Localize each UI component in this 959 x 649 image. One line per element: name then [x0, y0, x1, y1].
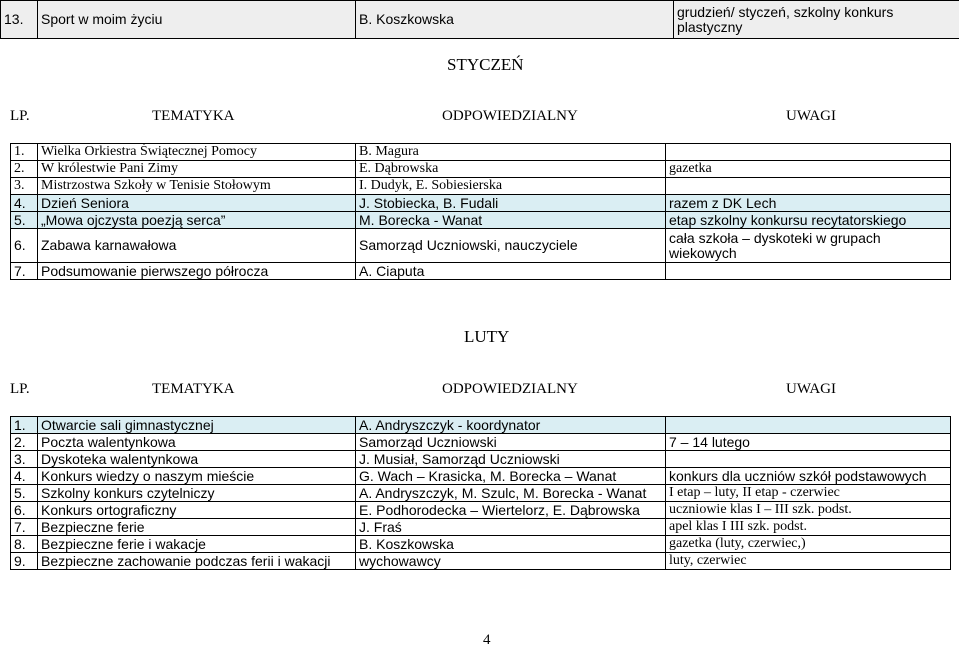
table-row: [11, 212, 951, 229]
row-responsible: G. Wach – Krasicka, M. Borecka – Wanat: [356, 468, 666, 485]
table-row: [11, 263, 951, 280]
table-row: [11, 417, 951, 434]
row-notes: gazetka: [666, 161, 951, 178]
row-responsible: E. Podhorodecka – Wiertelorz, E. Dąbrowska: [356, 502, 666, 519]
month-title-luty: LUTY: [464, 327, 509, 347]
row-number: 13.: [1, 1, 38, 39]
row-responsible: A. Andryszczyk - koordynator: [356, 417, 666, 434]
row-notes: etap szkolny konkursu recytatorskiego: [666, 212, 951, 229]
row-topic: Bezpieczne ferie: [38, 519, 356, 536]
table-row: [11, 451, 951, 468]
row-responsible: J. Stobiecka, B. Fudali: [356, 195, 666, 212]
table-row: [11, 485, 951, 502]
row-number: 6.: [11, 229, 38, 263]
row-notes: uczniowie klas I – III szk. podst.: [666, 502, 951, 519]
row-number: 6.: [11, 502, 38, 519]
row-number: 5.: [11, 485, 38, 502]
table-row: [11, 434, 951, 451]
row-number: 9.: [11, 553, 38, 570]
row-responsible: I. Dudyk, E. Sobiesierska: [356, 178, 666, 195]
row-topic: Wielka Orkiestra Świątecznej Pomocy: [38, 144, 356, 161]
row-responsible: B. Magura: [356, 144, 666, 161]
row-notes: [666, 451, 951, 468]
table-row: [11, 144, 951, 161]
row-responsible: Samorząd Uczniowski, nauczyciele: [356, 229, 666, 263]
row-number: 5.: [11, 212, 38, 229]
row-topic: Dzień Seniora: [38, 195, 356, 212]
row-responsible: A. Ciaputa: [356, 263, 666, 280]
header-notes: UWAGI: [786, 108, 836, 125]
header-responsible: ODPOWIEDZIALNY: [442, 381, 578, 398]
row-notes: [666, 417, 951, 434]
row-notes: gazetka (luty, czerwiec,): [666, 536, 951, 553]
row-topic: Bezpieczne zachowanie podczas ferii i wakacji: [38, 553, 356, 570]
row-responsible: wychowawcy: [356, 553, 666, 570]
row-responsible: Samorząd Uczniowski: [356, 434, 666, 451]
row-notes: konkurs dla uczniów szkół podstawowych: [666, 468, 951, 485]
table-row: [11, 502, 951, 519]
header-notes: UWAGI: [786, 381, 836, 398]
row-topic: Konkurs wiedzy o naszym mieście: [38, 468, 356, 485]
row-notes: [666, 263, 951, 280]
row-topic: Podsumowanie pierwszego półrocza: [38, 263, 356, 280]
month-title-styczen: STYCZEŃ: [447, 55, 524, 75]
styczen-table: [10, 143, 951, 280]
row-notes: cała szkoła – dyskoteki w grupach wiekowych: [666, 229, 951, 263]
header-topic: TEMATYKA: [152, 381, 235, 398]
row-number: 1.: [11, 144, 38, 161]
row-responsible: B. Koszkowska: [356, 1, 674, 39]
row-notes: apel klas I III szk. podst.: [666, 519, 951, 536]
table-row: [11, 195, 951, 212]
row-responsible: J. Fraś: [356, 519, 666, 536]
table-row: [11, 519, 951, 536]
table-row: [11, 229, 951, 263]
row-number: 2.: [11, 434, 38, 451]
table-row: [11, 536, 951, 553]
top-row-table: [0, 0, 959, 39]
row-responsible: J. Musiał, Samorząd Uczniowski: [356, 451, 666, 468]
row-number: 4.: [11, 468, 38, 485]
row-responsible: A. Andryszczyk, M. Szulc, M. Borecka - Wanat: [356, 485, 666, 502]
row-number: 7.: [11, 263, 38, 280]
row-number: 4.: [11, 195, 38, 212]
row-number: 3.: [11, 451, 38, 468]
row-topic: Szkolny konkurs czytelniczy: [38, 485, 356, 502]
luty-table: [10, 416, 951, 570]
row-responsible: M. Borecka - Wanat: [356, 212, 666, 229]
row-notes: [666, 144, 951, 161]
row-notes: razem z DK Lech: [666, 195, 951, 212]
row-notes: grudzień/ styczeń, szkolny konkurs plastyczny: [674, 1, 959, 39]
row-topic: Konkurs ortograficzny: [38, 502, 356, 519]
row-notes: 7 – 14 lutego: [666, 434, 951, 451]
row-responsible: E. Dąbrowska: [356, 161, 666, 178]
row-number: 7.: [11, 519, 38, 536]
page-number: 4: [483, 632, 491, 649]
row-notes: I etap – luty, II etap - czerwiec: [666, 485, 951, 502]
row-topic: Mistrzostwa Szkoły w Tenisie Stołowym: [38, 178, 356, 195]
row-notes: luty, czerwiec: [666, 553, 951, 570]
header-responsible: ODPOWIEDZIALNY: [442, 108, 578, 125]
row-topic: Poczta walentynkowa: [38, 434, 356, 451]
row-number: 1.: [11, 417, 38, 434]
row-number: 2.: [11, 161, 38, 178]
table-row: [11, 468, 951, 485]
row-notes: [666, 178, 951, 195]
table-row: [11, 178, 951, 195]
row-topic: Sport w moim życiu: [38, 1, 356, 39]
row-topic: „Mowa ojczysta poezją serca”: [38, 212, 356, 229]
header-topic: TEMATYKA: [152, 108, 235, 125]
table-row: [1, 1, 959, 39]
header-lp: LP.: [10, 381, 30, 398]
row-topic: Dyskoteka walentynkowa: [38, 451, 356, 468]
row-number: 8.: [11, 536, 38, 553]
table-row: [11, 161, 951, 178]
row-number: 3.: [11, 178, 38, 195]
row-topic: W królestwie Pani Zimy: [38, 161, 356, 178]
row-topic: Bezpieczne ferie i wakacje: [38, 536, 356, 553]
header-lp: LP.: [10, 108, 30, 125]
row-responsible: B. Koszkowska: [356, 536, 666, 553]
row-topic: Otwarcie sali gimnastycznej: [38, 417, 356, 434]
row-topic: Zabawa karnawałowa: [38, 229, 356, 263]
table-row: [11, 553, 951, 570]
